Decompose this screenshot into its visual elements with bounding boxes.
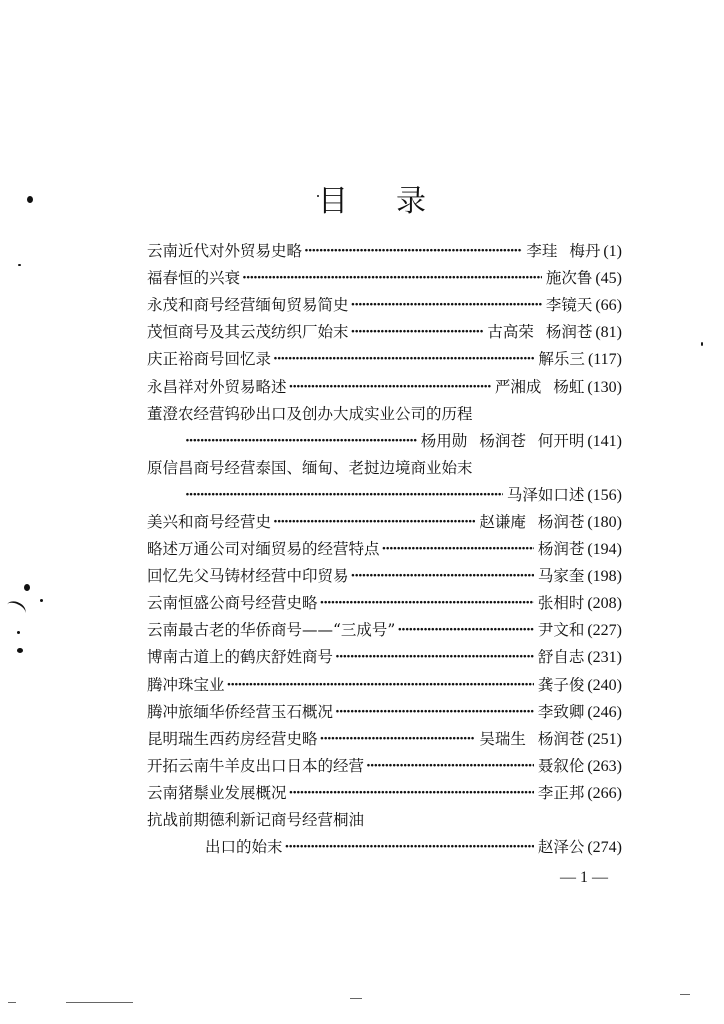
- toc-entry-author: 杨润苍: [537, 540, 585, 559]
- toc-entry-page: (240): [587, 676, 622, 694]
- scan-speck: [701, 342, 703, 346]
- scan-line: [350, 998, 362, 999]
- toc-entry-title: 云南近代对外贸易史略: [147, 242, 303, 261]
- toc-entry-page: (1): [603, 243, 622, 261]
- toc-entry-author: 杨润苍: [479, 431, 526, 450]
- toc-entry-title: 董澄农经营钨砂出口及创办大成实业公司的历程: [147, 404, 473, 423]
- toc-entry-author: 张相时: [537, 594, 585, 613]
- toc-entry-continuation: [147, 428, 622, 455]
- scan-speck: [27, 196, 33, 203]
- toc-entry: [147, 455, 622, 482]
- toc-entry-page: (251): [587, 730, 622, 748]
- scan-line: [8, 1002, 16, 1003]
- scan-speck: [40, 599, 43, 602]
- toc-entry-author: 杨用勋: [420, 431, 468, 450]
- toc-entry: [147, 292, 622, 319]
- toc-entry: [147, 265, 622, 292]
- dot-leader: [185, 428, 417, 455]
- toc-entry: [147, 238, 622, 265]
- toc-entry: [147, 699, 622, 726]
- toc-entry: [147, 563, 622, 590]
- toc-entry: [147, 536, 622, 563]
- toc-entry-author: 杨润苍: [537, 512, 585, 531]
- table-of-contents: [147, 238, 622, 861]
- toc-entry-author: 何开明: [537, 431, 585, 450]
- toc-entry: [147, 590, 622, 617]
- toc-entry-author: 古高荣: [487, 323, 534, 342]
- toc-entry-author: 梅丹: [569, 242, 601, 261]
- dot-leader: [366, 753, 534, 780]
- dot-leader: [335, 644, 534, 671]
- toc-entry: [147, 346, 622, 373]
- toc-entry-page: (194): [587, 541, 622, 559]
- scan-line: [103, 1002, 133, 1003]
- toc-entry: [147, 672, 622, 699]
- page-title-char-1: 目: [318, 184, 348, 219]
- toc-entry-author: 李致卿: [537, 702, 585, 721]
- toc-entry-title: 美兴和商号经营史: [147, 512, 272, 531]
- toc-entry-title: 回忆先父马铸材经营中印贸易: [147, 567, 349, 586]
- toc-entry-page: (227): [587, 622, 622, 640]
- toc-entry: [147, 373, 622, 400]
- toc-entry-title: 昆明瑞生西药房经营史略: [147, 729, 318, 748]
- toc-entry: [147, 807, 622, 834]
- toc-entry: [147, 644, 622, 671]
- toc-entry: [147, 401, 622, 428]
- toc-entry-author: 杨润苍: [537, 729, 585, 748]
- dot-leader: [397, 617, 533, 644]
- toc-entry-title: 抗战前期德利新记商号经营桐油: [147, 811, 365, 830]
- page-title-char-2: 录: [396, 184, 426, 219]
- toc-entry-title: 永昌祥对外贸易略述: [147, 377, 287, 396]
- scan-stroke: [4, 598, 28, 619]
- scan-speck: [18, 264, 21, 266]
- toc-entry-page: (117): [587, 351, 622, 369]
- toc-entry: [147, 617, 622, 644]
- toc-entry-title: 庆正裕商号回忆录: [147, 350, 272, 369]
- toc-entry-title: 云南最古老的华侨商号——“三成号”: [147, 621, 396, 640]
- toc-entry-page: (130): [587, 378, 622, 396]
- toc-entry-page: (274): [587, 839, 622, 857]
- toc-entry-page: (263): [587, 757, 622, 775]
- toc-entry-author: 严湘成: [494, 377, 542, 396]
- scan-line: [680, 994, 690, 995]
- toc-entry-author: 李正邦: [537, 783, 585, 802]
- toc-entry-author: 施次鲁: [545, 269, 593, 288]
- toc-entry-title: 永茂和商号经营缅甸贸易简史: [147, 296, 349, 315]
- dot-leader: [273, 509, 475, 536]
- toc-entry-title-continuation: 出口的始末: [205, 838, 283, 857]
- dot-leader: [185, 482, 503, 509]
- toc-entry-page: (141): [587, 432, 622, 450]
- dot-leader: [351, 292, 542, 319]
- toc-entry-author: 杨虹: [553, 377, 585, 396]
- toc-entry-title: 腾冲珠宝业: [147, 675, 225, 694]
- toc-entry-author: 李镜天: [545, 296, 593, 315]
- toc-entry-title: 博南古道上的鹤庆舒姓商号: [147, 648, 334, 667]
- toc-entry-author: 赵泽公: [537, 838, 585, 857]
- toc-entry-author: 龚子俊: [537, 675, 585, 694]
- toc-entry: [147, 509, 622, 536]
- toc-entry-page: (198): [587, 568, 622, 586]
- toc-entry: [147, 319, 622, 346]
- toc-entry-page: (246): [587, 703, 622, 721]
- toc-entry-author: 吴瑞生: [479, 729, 526, 748]
- toc-entry-title: 云南猪鬃业发展概况: [147, 783, 287, 802]
- dot-leader: [320, 726, 476, 753]
- dot-leader: [285, 834, 534, 861]
- toc-entry-author: 马家奎: [537, 567, 585, 586]
- toc-entry-title: 福春恒的兴衰: [147, 269, 241, 288]
- dot-leader: [382, 536, 534, 563]
- toc-entry-page: (180): [587, 513, 622, 531]
- toc-entry-title: 原信昌商号经营泰国、缅甸、老挝边境商业始末: [147, 458, 473, 477]
- toc-entry-author: 杨润苍: [545, 323, 593, 342]
- toc-entry-page: (66): [595, 297, 622, 315]
- scan-speck: [24, 584, 30, 591]
- toc-entry-author: 聂叙伦: [537, 756, 585, 775]
- toc-entry-page: (266): [587, 784, 622, 802]
- toc-entry-page: (45): [595, 270, 622, 288]
- toc-entry-title: 略述万通公司对缅贸易的经营特点: [147, 540, 380, 559]
- page-number: — 1 —: [560, 869, 608, 886]
- dot-leader: [351, 319, 484, 346]
- scan-speck: [17, 631, 20, 634]
- toc-entry-title: 云南恒盛公商号经营史略: [147, 594, 318, 613]
- dot-leader: [335, 699, 534, 726]
- toc-entry-page: (81): [595, 324, 622, 342]
- dot-leader: [227, 672, 534, 699]
- toc-entry-author: 马泽如口述: [506, 485, 585, 504]
- dot-leader: [304, 238, 522, 265]
- toc-entry: [147, 780, 622, 807]
- dot-leader: [273, 346, 534, 373]
- toc-entry-author: 舒自志: [537, 648, 585, 667]
- toc-entry-author: 李珪: [526, 242, 558, 261]
- toc-entry-page: (208): [587, 595, 622, 613]
- toc-entry-continuation: [147, 482, 622, 509]
- toc-entry-title: 茂恒商号及其云茂纺织厂始末: [147, 323, 349, 342]
- toc-entry-continuation: [147, 834, 622, 861]
- toc-entry-page: (231): [587, 649, 622, 667]
- dot-leader: [289, 374, 491, 401]
- toc-entry-author: 赵谦庵: [479, 512, 526, 531]
- toc-entry: [147, 753, 622, 780]
- toc-entry: [147, 726, 622, 753]
- toc-entry-page: (156): [587, 486, 622, 504]
- scan-speck: [17, 648, 23, 653]
- dot-leader: [320, 590, 534, 617]
- dot-leader: [242, 265, 542, 292]
- toc-entry-author: 解乐三: [538, 350, 585, 369]
- dot-leader: [351, 563, 534, 590]
- toc-entry-author: 尹文和: [537, 621, 585, 640]
- toc-entry-title: 开拓云南牛羊皮出口日本的经营: [147, 756, 365, 775]
- dot-leader: [289, 780, 534, 807]
- toc-entry-title: 腾冲旅缅华侨经营玉石概况: [147, 702, 334, 721]
